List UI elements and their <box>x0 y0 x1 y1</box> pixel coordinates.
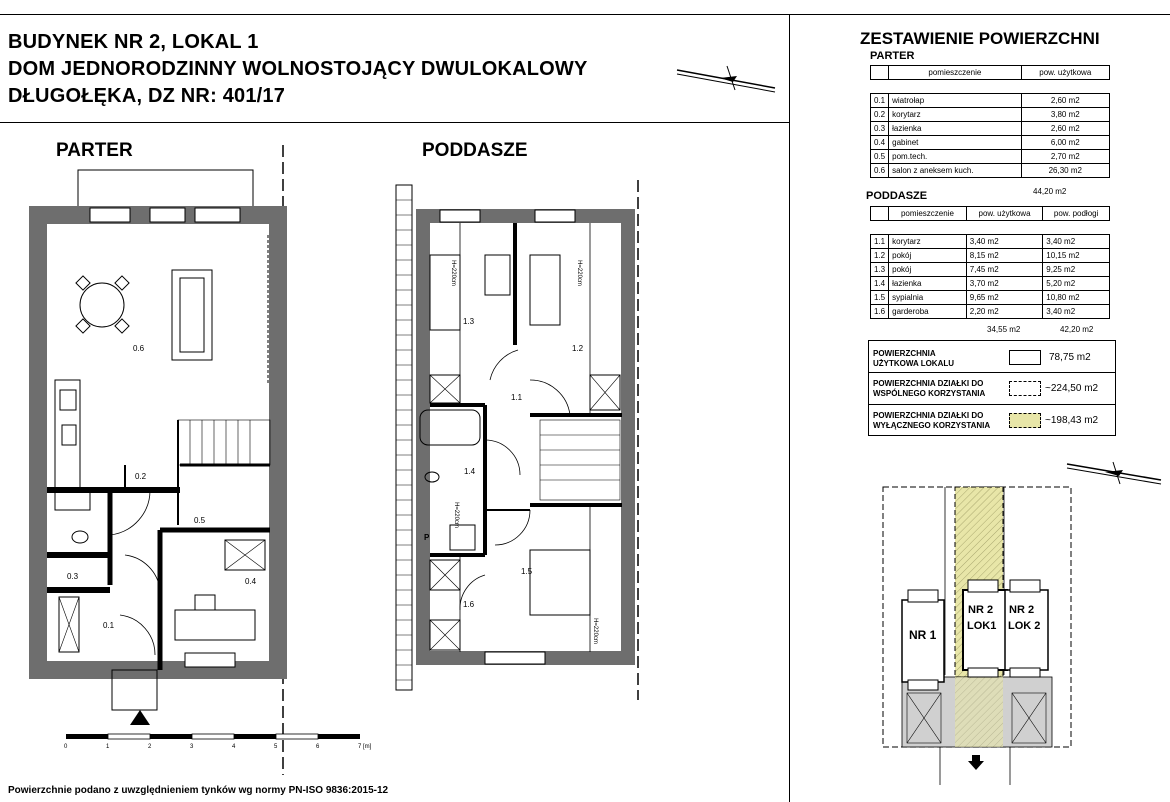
site-label-nr1: NR 1 <box>909 628 937 642</box>
title-line-2: DOM JEDNORODZINNY WOLNOSTOJĄCY DWULOKALOWY <box>8 58 588 80</box>
legend-label: WSPÓLNEGO KORZYSTANIA <box>873 389 986 398</box>
scale-tick: 2 <box>148 744 152 750</box>
scale-tick: 5 <box>274 744 278 750</box>
table-row: 0.4 gabinet 6,00 m2 <box>871 136 1110 150</box>
table-row: 0.6 salon z aneksem kuch. 26,30 m2 <box>871 164 1110 178</box>
table-row: 0.5 pom.tech. 2,70 m2 <box>871 150 1110 164</box>
room-label-0.1: 0.1 <box>103 621 115 630</box>
poddasze-floor-plan <box>390 180 650 700</box>
parter-area-table <box>870 65 1110 178</box>
room-label-1.3: 1.3 <box>463 317 475 326</box>
site-label-lok2-b: LOK 2 <box>1008 620 1041 632</box>
header-rule <box>0 122 789 123</box>
col-header: pow. podłogi <box>1043 207 1110 221</box>
height-label: H=220cm <box>452 502 459 528</box>
poddasze-area-table <box>870 206 1110 319</box>
poddasze-total-area: 34,55 m2 <box>987 325 1021 334</box>
site-label-lok1-b: LOK1 <box>967 620 997 632</box>
top-rule <box>0 14 1170 15</box>
table-row: 1.3 pokój 7,45 m2 9,25 m2 <box>871 263 1110 277</box>
room-label-1.5: 1.5 <box>521 567 533 576</box>
table-row: 1.4 łazienka 3,70 m2 5,20 m2 <box>871 277 1110 291</box>
height-label: H=220cm <box>591 618 598 644</box>
legend-usable-area <box>868 340 1116 436</box>
legend-label: POWIERZCHNIA DZIAŁKI DO <box>873 379 984 388</box>
legend-swatch-dashed <box>1009 381 1041 396</box>
col-header: pow. użytkowa <box>966 207 1043 221</box>
legend-label: POWIERZCHNIA <box>873 349 936 358</box>
legend-label: POWIERZCHNIA DZIAŁKI DO <box>873 411 984 420</box>
room-label-1.1: 1.1 <box>511 393 523 402</box>
title-line-3: DŁUGOŁĘKA, DZ NR: 401/17 <box>8 85 286 107</box>
height-label: H=220cm <box>449 260 456 286</box>
summary-title: ZESTAWIENIE POWIERZCHNI <box>860 29 1100 48</box>
scale-tick: 7 [m] <box>358 744 372 750</box>
table-row: 1.5 sypialnia 9,65 m2 10,80 m2 <box>871 291 1110 305</box>
parter-total: 44,20 m2 <box>1033 187 1067 196</box>
room-label-1.4: 1.4 <box>464 467 476 476</box>
poddasze-label: PODDASZE <box>422 140 528 161</box>
legend-value: 78,75 m2 <box>1049 352 1091 363</box>
table-row: 1.2 pokój 8,15 m2 10,15 m2 <box>871 249 1110 263</box>
legend-label: WYŁĄCZNEGO KORZYSTANIA <box>873 421 991 430</box>
scale-tick: 4 <box>232 744 236 750</box>
legend-value: ~198,43 m2 <box>1045 415 1099 426</box>
legend-swatch-solid <box>1009 350 1041 365</box>
scale-tick: 3 <box>190 744 194 750</box>
p-label: P <box>424 533 430 542</box>
col-header: pomieszczenie <box>889 66 1021 80</box>
room-label-0.4: 0.4 <box>245 577 257 586</box>
height-label: H=220cm <box>575 260 582 286</box>
room-label-0.3: 0.3 <box>67 572 79 581</box>
north-arrow-icon <box>1065 458 1165 488</box>
table-row: 1.1 korytarz 3,40 m2 3,40 m2 <box>871 235 1110 249</box>
table-row: 0.2 korytarz 3,80 m2 <box>871 108 1110 122</box>
title-line-1: BUDYNEK NR 2, LOKAL 1 <box>8 31 259 53</box>
legend-swatch-hatched <box>1009 413 1041 428</box>
col-header: pomieszczenie <box>889 207 967 221</box>
room-label-1.2: 1.2 <box>572 344 584 353</box>
footer-note: Powierzchnie podano z uwzględnieniem tynków wg normy PN-ISO 9836:2015-12 <box>8 785 389 796</box>
site-label-lok2-a: NR 2 <box>1009 604 1035 616</box>
room-label-0.2: 0.2 <box>135 472 147 481</box>
room-label-1.6: 1.6 <box>463 600 475 609</box>
north-arrow-icon <box>675 60 785 96</box>
legend-label: UŻYTKOWA LOKALU <box>873 359 955 368</box>
parter-floor-plan <box>0 145 300 785</box>
col-header: pow. użytkowa <box>1021 66 1109 80</box>
scale-tick: 1 <box>106 744 110 750</box>
parter-label: PARTER <box>56 140 133 161</box>
poddasze-summary-heading: PODDASZE <box>866 190 928 202</box>
poddasze-total-floor: 42,20 m2 <box>1060 325 1094 334</box>
scale-tick: 6 <box>316 744 320 750</box>
vertical-divider <box>789 14 790 802</box>
table-row: 1.6 garderoba 2,20 m2 3,40 m2 <box>871 305 1110 319</box>
table-row: 0.1 wiatrołap 2,60 m2 <box>871 94 1110 108</box>
room-label-0.5: 0.5 <box>194 516 206 525</box>
scale-tick: 0 <box>64 744 68 750</box>
legend-value: ~224,50 m2 <box>1045 383 1099 394</box>
table-row: 0.3 łazienka 2,60 m2 <box>871 122 1110 136</box>
parter-summary-heading: PARTER <box>870 50 915 62</box>
scale-bar <box>62 732 382 756</box>
site-label-lok1-a: NR 2 <box>968 604 994 616</box>
room-label-0.6: 0.6 <box>133 344 145 353</box>
